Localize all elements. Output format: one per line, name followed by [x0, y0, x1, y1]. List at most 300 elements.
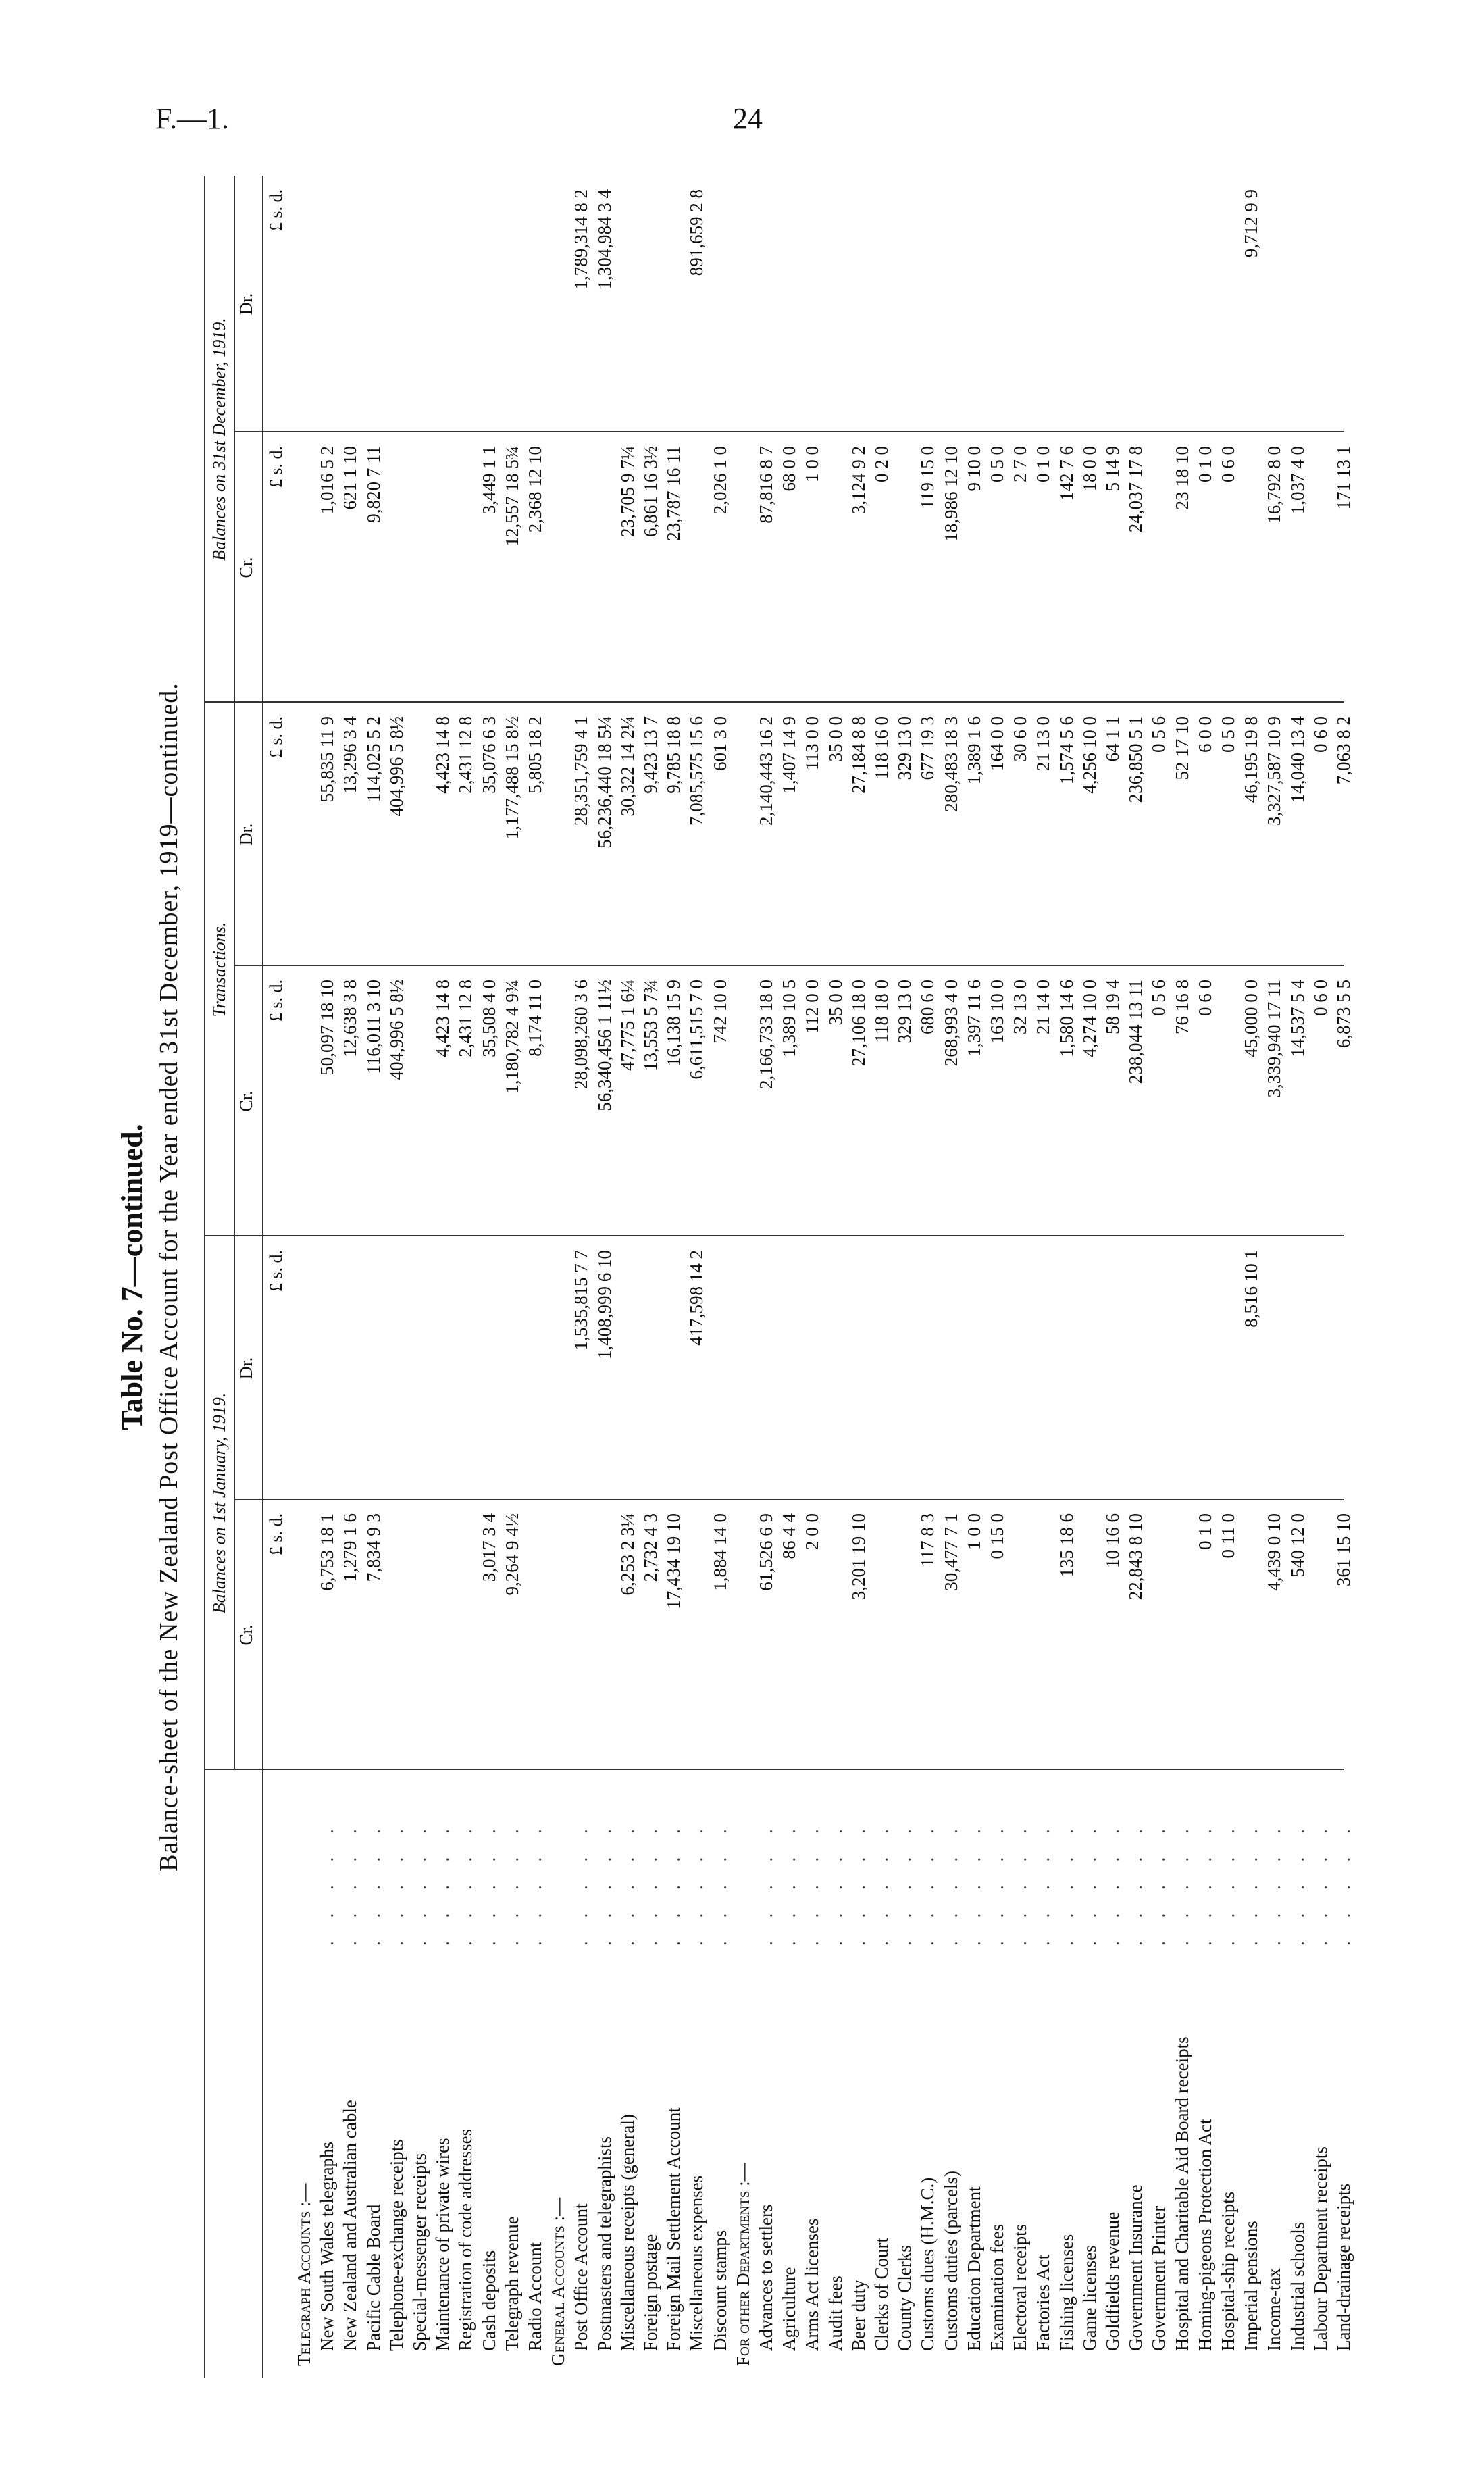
cell-c5: 0 6 0 [1218, 446, 1238, 482]
cell-c5: 12,557 18 5¾ [501, 446, 522, 547]
page-number: 24 [733, 102, 763, 135]
table-row [638, 176, 663, 2378]
cell-c4: 9,785 18 8 [663, 716, 684, 794]
row-label: Maintenance of private wires [432, 2138, 453, 2351]
cell-c4: 35,076 6 3 [478, 716, 499, 794]
row-label: Fishing licenses [1056, 2234, 1077, 2351]
cell-c3: 116,011 3 10 [363, 980, 384, 1074]
row-label: Beer duty [848, 2280, 869, 2351]
cell-c5: 3,124 9 2 [848, 446, 869, 515]
cell-c1: 30,477 7 1 [940, 1513, 961, 1591]
cell-c5: 171 13 1 [1333, 446, 1354, 510]
row-label: Cash deposits [478, 2250, 499, 2351]
table-row [430, 176, 455, 2378]
cell-c1: 0 11 0 [1218, 1513, 1238, 1559]
table-row [338, 176, 362, 2378]
cell-c4: 4,256 10 0 [1079, 716, 1100, 794]
cell-c5: 0 1 0 [1033, 446, 1054, 482]
cell-c5: 3,449 1 1 [478, 446, 499, 515]
cell-c4: 404,996 5 8½ [386, 716, 407, 817]
leader-dots: . . . . . [1333, 1819, 1354, 1946]
table-row [453, 176, 478, 2378]
cell-c5: 16,792 8 0 [1264, 446, 1285, 524]
table-row [1008, 176, 1032, 2378]
cell-c3: 0 6 0 [1194, 980, 1215, 1016]
cell-c3: 680 6 0 [917, 980, 938, 1034]
table-row [361, 176, 386, 2378]
table-subtitle: Balance-sheet of the New Zealand Post Office Account for the Year ended 31st December, 1919—continued. [155, 682, 183, 1871]
cell-c1: 4,439 0 10 [1264, 1513, 1285, 1591]
row-label: Customs dues (H.M.C.) [917, 2177, 938, 2351]
table-row [1077, 176, 1102, 2378]
header-cr: Cr. [236, 557, 256, 578]
table-row [1146, 176, 1171, 2378]
table-row [500, 176, 524, 2378]
row-label: Advances to settlers [756, 2204, 776, 2351]
leader-dots: . . . . . [871, 1819, 892, 1946]
cell-c1: 2 0 0 [802, 1513, 823, 1550]
cell-c5: 2,368 12 10 [525, 446, 545, 533]
table-row [985, 176, 1009, 2378]
section-label: For other Departments :— [732, 2163, 753, 2366]
cell-c4: 56,236,440 18 5¼ [594, 716, 615, 849]
cell-c1: 9,264 9 4½ [501, 1513, 522, 1596]
cell-c3: 13,553 5 7¾ [640, 980, 661, 1071]
leader-dots: . . . . . [571, 1819, 592, 1946]
row-label: Goldfields revenue [1102, 2211, 1123, 2351]
table-row [962, 176, 986, 2378]
cell-c3: 1,397 11 6 [963, 980, 984, 1057]
cell-c3: 742 10 0 [709, 980, 730, 1044]
leader-dots: . . . . . [987, 1819, 1007, 1946]
cell-c3: 35 0 0 [825, 980, 846, 1026]
cell-c3: 27,106 18 0 [848, 980, 869, 1067]
row-label: Government Insurance [1125, 2184, 1146, 2351]
cell-c5: 87,816 8 7 [756, 446, 776, 524]
header-dr: Dr. [236, 1357, 256, 1380]
table-row [1100, 176, 1125, 2378]
cell-c3: 0 6 0 [1310, 980, 1331, 1016]
cell-c5: 0 5 0 [987, 446, 1007, 482]
cell-c3: 404,996 5 8½ [386, 980, 407, 1080]
header-rule [262, 176, 263, 2378]
cell-c4: 64 1 1 [1102, 716, 1123, 762]
cell-c3: 1,389 10 5 [779, 980, 800, 1057]
cell-c4: 280,483 18 3 [940, 716, 961, 812]
leader-dots: . . . . . [317, 1819, 338, 1946]
row-label: Game licenses [1079, 2245, 1100, 2351]
cell-c3: 8,174 11 0 [525, 980, 545, 1057]
leader-dots: . . . . . [1056, 1819, 1077, 1946]
row-label: Special-messenger receipts [409, 2153, 430, 2351]
cell-c3: 56,340,456 1 11½ [594, 980, 615, 1111]
table-row [592, 176, 617, 2378]
leader-dots: . . . . . [848, 1819, 869, 1946]
cell-c5: 621 1 10 [340, 446, 361, 510]
section-label: General Accounts :— [548, 2197, 569, 2366]
leader-dots: . . . . . [1287, 1819, 1308, 1946]
cell-c4: 2,140,443 16 2 [756, 716, 776, 826]
cell-c4: 113 0 0 [802, 716, 823, 770]
cell-c4: 0 5 6 [1148, 716, 1169, 753]
cell-c3: 238,044 13 11 [1125, 980, 1146, 1084]
leader-dots: . . . . . [779, 1819, 800, 1946]
cell-c3: 3,339,940 17 11 [1264, 980, 1285, 1098]
cell-c4: 55,835 11 9 [317, 716, 338, 803]
leader-dots: . . . . . [640, 1819, 661, 1946]
leader-dots: . . . . . [709, 1819, 730, 1946]
cell-c4: 0 5 0 [1218, 716, 1238, 753]
cell-c5: 1,016 5 2 [317, 446, 338, 515]
cell-c1: 361 15 10 [1333, 1513, 1354, 1586]
row-label: Arms Act licenses [802, 2218, 823, 2351]
table-row [384, 176, 409, 2378]
cell-c1: 6,753 18 1 [317, 1513, 338, 1591]
cell-c4: 1,407 14 9 [779, 716, 800, 794]
cell-c3: 58 19 4 [1102, 980, 1123, 1034]
row-label: Telegraph revenue [501, 2216, 522, 2351]
cell-c3: 16,138 15 9 [663, 980, 684, 1067]
cell-c4: 236,850 5 1 [1125, 716, 1146, 803]
table-row [1054, 176, 1079, 2378]
row-label: Examination fees [987, 2223, 1007, 2351]
group-rule [234, 176, 235, 1770]
table-row [1193, 176, 1217, 2378]
leader-dots: . . . . . [663, 1819, 684, 1946]
cell-c3: 12,638 3 8 [340, 980, 361, 1057]
row-label: Miscellaneous receipts (general) [617, 2114, 638, 2351]
row-label: Foreign postage [640, 2234, 661, 2351]
cell-c4: 27,184 8 8 [848, 716, 869, 794]
table-row [869, 176, 894, 2378]
leader-dots: . . . . . [1079, 1819, 1100, 1946]
cell-c3: 76 16 8 [1171, 980, 1192, 1034]
cell-c4: 35 0 0 [825, 716, 846, 762]
row-label: Post Office Account [571, 2203, 592, 2351]
unit-header: £ s. d. [266, 189, 286, 232]
leader-dots: . . . . . [1033, 1819, 1054, 1946]
header-dr: Dr. [236, 293, 256, 316]
cell-c5: 23 18 10 [1171, 446, 1192, 510]
table-row [1170, 176, 1194, 2378]
cell-c1: 3,201 19 10 [848, 1513, 869, 1601]
cell-c3: 0 5 6 [1148, 980, 1169, 1016]
leader-dots: . . . . . [363, 1819, 384, 1946]
cell-c3: 28,098,260 3 6 [571, 980, 592, 1089]
cell-c4: 601 3 0 [709, 716, 730, 771]
cell-c3: 14,537 5 4 [1287, 980, 1308, 1057]
leader-dots: . . . . . [525, 1819, 545, 1946]
cell-c5: 24,037 17 8 [1125, 446, 1146, 533]
cell-c3: 268,993 4 0 [940, 980, 961, 1067]
table-row [315, 176, 339, 2378]
table-row [777, 176, 801, 2378]
table-row [407, 176, 432, 2378]
cell-c1: 1,884 14 0 [709, 1513, 730, 1591]
cell-c4: 0 6 0 [1310, 716, 1331, 753]
unit-header: £ s. d. [266, 446, 286, 488]
leader-dots: . . . . . [894, 1819, 915, 1946]
leader-dots: . . . . . [1102, 1819, 1123, 1946]
cell-c2: 417,598 14 2 [686, 1250, 707, 1346]
cell-c4: 13,296 3 4 [340, 716, 361, 794]
cell-c1: 2,732 4 3 [640, 1513, 661, 1582]
cell-c3: 21 14 0 [1033, 980, 1054, 1034]
cell-c4: 52 17 10 [1171, 716, 1192, 780]
cell-c5: 0 2 0 [871, 446, 892, 482]
cell-c3: 6,611,515 7 0 [686, 980, 707, 1080]
cell-c4: 164 0 0 [987, 716, 1007, 771]
row-label: Labour Department receipts [1310, 2146, 1331, 2351]
cell-c4: 5,805 18 2 [525, 716, 545, 794]
leader-dots: . . . . . [340, 1819, 361, 1946]
leader-dots: . . . . . [1264, 1819, 1285, 1946]
cell-c6: 891,659 2 8 [686, 189, 707, 276]
cell-c5: 142 7 6 [1056, 446, 1077, 501]
cell-c5: 18,986 12 10 [940, 446, 961, 542]
table-row [1285, 176, 1310, 2378]
cell-c3: 1,580 14 6 [1056, 980, 1077, 1057]
cell-c4: 30,322 14 2¼ [617, 716, 638, 817]
row-label: Imperial pensions [1241, 2221, 1262, 2351]
cell-c3: 35,508 4 0 [478, 980, 499, 1057]
header-dr: Dr. [236, 823, 256, 846]
cell-c1: 10 16 6 [1102, 1513, 1123, 1568]
table-row [731, 176, 755, 2378]
row-label: Pacific Cable Board [363, 2204, 384, 2351]
row-label: Factories Act [1033, 2254, 1054, 2351]
leader-dots: . . . . . [802, 1819, 823, 1946]
row-label: Foreign Mail Settlement Account [663, 2107, 684, 2351]
table-row [1308, 176, 1333, 2378]
leader-dots: . . . . . [1010, 1819, 1031, 1946]
cell-c5: 6,861 16 3½ [640, 446, 661, 537]
table-row [823, 176, 848, 2378]
row-label: Government Printer [1148, 2205, 1169, 2351]
cell-c6: 1,789,314 8 2 [571, 189, 592, 290]
header-balances-jan: Balances on 1st January, 1919. [209, 1392, 229, 1614]
table-row [846, 176, 871, 2378]
cell-c4: 118 16 0 [871, 716, 892, 780]
leader-dots: . . . . . [386, 1819, 407, 1946]
cell-c1: 22,843 8 10 [1125, 1513, 1146, 1601]
table-row [684, 176, 709, 2378]
cell-c1: 1,279 1 6 [340, 1513, 361, 1582]
cell-c1: 7,834 9 3 [363, 1513, 384, 1582]
table-row [754, 176, 778, 2378]
table-row [1262, 176, 1286, 2378]
leader-dots: . . . . . [432, 1819, 453, 1946]
row-label: Land-drainage receipts [1333, 2183, 1354, 2351]
table-row [1216, 176, 1240, 2378]
row-label: Electoral receipts [1010, 2223, 1031, 2351]
cell-c3: 47,775 1 6¼ [617, 980, 638, 1071]
table-row [800, 176, 824, 2378]
cell-c3: 163 10 0 [987, 980, 1007, 1044]
row-label: New Zealand and Australian cable [340, 2100, 361, 2351]
leader-dots: . . . . . [617, 1819, 638, 1946]
cell-c3: 2,431 12 8 [455, 980, 476, 1057]
cell-c1: 540 12 0 [1287, 1513, 1308, 1578]
cell-c1: 117 8 3 [917, 1513, 938, 1567]
row-label: Miscellaneous expenses [686, 2175, 707, 2351]
table-row [1331, 176, 1356, 2378]
cell-c1: 17,434 19 10 [663, 1513, 684, 1609]
row-label: Income-tax [1264, 2268, 1285, 2351]
cell-c4: 28,351,759 4 1 [571, 716, 592, 826]
leader-dots: . . . . . [1125, 1819, 1146, 1946]
table-row [615, 176, 640, 2378]
table-row [1123, 176, 1148, 2378]
cell-c2: 8,516 10 1 [1241, 1250, 1262, 1328]
cell-c4: 1,574 5 6 [1056, 716, 1077, 785]
row-label: Postmasters and telegraphists [594, 2136, 615, 2351]
cell-c5: 9,820 7 11 [363, 446, 384, 523]
section-label: Telegraph Accounts :— [294, 2183, 314, 2366]
leader-dots: . . . . . [917, 1819, 938, 1946]
leader-dots: . . . . . [1171, 1819, 1192, 1946]
row-label: Homing-pigeons Protection Act [1194, 2119, 1215, 2351]
unit-header: £ s. d. [266, 716, 286, 759]
cell-c4: 46,195 19 8 [1241, 716, 1262, 803]
table-row [915, 176, 940, 2378]
table-row [546, 176, 570, 2378]
cell-c1: 3,017 3 4 [478, 1513, 499, 1582]
leader-dots: . . . . . [409, 1819, 430, 1946]
cell-c5: 23,705 9 7¼ [617, 446, 638, 537]
cell-c4: 9,423 13 7 [640, 716, 661, 794]
row-label: New South Wales telegraphs [317, 2141, 338, 2351]
cell-c6: 9,712 9 9 [1241, 189, 1262, 258]
cell-c5: 2 7 0 [1010, 446, 1031, 482]
leader-dots: . . . . . [1218, 1819, 1238, 1946]
cell-c5: 23,787 16 11 [663, 446, 684, 541]
row-label: Clerks of Court [871, 2238, 892, 2351]
cell-c1: 135 18 6 [1056, 1513, 1077, 1578]
table-row [292, 176, 316, 2378]
table-row [1239, 176, 1263, 2378]
cell-c3: 45,000 0 0 [1241, 980, 1262, 1057]
cell-c4: 2,431 12 8 [455, 716, 476, 794]
row-label: Education Department [963, 2186, 984, 2351]
leader-dots: . . . . . [455, 1819, 476, 1946]
table-row [661, 176, 686, 2378]
leader-dots: . . . . . [825, 1819, 846, 1946]
cell-c3: 1,180,782 4 9¾ [501, 980, 522, 1094]
cell-c4: 3,327,587 10 9 [1264, 716, 1285, 826]
cell-c4: 21 13 0 [1033, 716, 1054, 771]
unit-header: £ s. d. [266, 1250, 286, 1292]
cell-c1: 0 1 0 [1194, 1513, 1215, 1550]
cell-c3: 2,166,733 18 0 [756, 980, 776, 1089]
top-rule [204, 176, 205, 2378]
row-label: Agriculture [779, 2267, 800, 2351]
cell-c5: 0 1 0 [1194, 446, 1215, 482]
header-transactions: Transactions. [209, 922, 229, 1017]
row-label: Hospital and Charitable Aid Board receipts [1171, 2036, 1192, 2351]
cell-c4: 114,025 5 2 [363, 716, 384, 803]
leader-dots: . . . . . [501, 1819, 522, 1946]
table-row [708, 176, 732, 2378]
cell-c4: 4,423 14 8 [432, 716, 453, 794]
leader-dots: . . . . . [1310, 1819, 1331, 1946]
row-label: Telephone-exchange receipts [386, 2139, 407, 2351]
page-reference: F.—1. [155, 102, 229, 135]
cell-c3: 6,873 5 5 [1333, 980, 1354, 1049]
cell-c3: 32 13 0 [1010, 980, 1031, 1034]
table-row [939, 176, 963, 2378]
cell-c1: 6,253 2 3¼ [617, 1513, 638, 1596]
cell-c4: 14,040 13 4 [1287, 716, 1308, 803]
leader-dots: . . . . . [1148, 1819, 1169, 1946]
unit-header: £ s. d. [266, 980, 286, 1022]
cell-c1: 86 4 4 [779, 1513, 800, 1559]
leader-dots: . . . . . [1194, 1819, 1215, 1946]
cell-c4: 30 6 0 [1010, 716, 1031, 762]
cell-c1: 1 0 0 [963, 1513, 984, 1550]
table-title: Table No. 7—continued. [116, 1124, 149, 1430]
cell-c5: 2,026 1 0 [709, 446, 730, 515]
cell-c4: 7,063 8 2 [1333, 716, 1354, 785]
cell-c4: 1,389 1 6 [963, 716, 984, 785]
cell-c4: 6 0 0 [1194, 716, 1215, 753]
cell-c4: 329 13 0 [894, 716, 915, 780]
cell-c4: 1,177,488 15 8½ [501, 716, 522, 840]
cell-c1: 61,526 6 9 [756, 1513, 776, 1591]
leader-dots: . . . . . [478, 1819, 499, 1946]
cell-c5: 68 0 0 [779, 446, 800, 492]
cell-c5: 119 15 0 [917, 446, 938, 509]
cell-c1: 0 15 0 [987, 1513, 1007, 1559]
table-row [1031, 176, 1055, 2378]
cell-c6: 1,304,984 3 4 [594, 189, 615, 290]
leader-dots: . . . . . [1241, 1819, 1262, 1946]
cell-c3: 329 13 0 [894, 980, 915, 1044]
row-label: Industrial schools [1287, 2221, 1308, 2351]
leader-dots: . . . . . [686, 1819, 707, 1946]
leader-dots: . . . . . [940, 1819, 961, 1946]
row-label: Audit fees [825, 2275, 846, 2351]
cell-c5: 18 0 0 [1079, 446, 1100, 492]
leader-dots: . . . . . [963, 1819, 984, 1946]
row-label: Customs duties (parcels) [940, 2171, 961, 2351]
header-cr: Cr. [236, 1090, 256, 1112]
row-label: County Clerks [894, 2245, 915, 2351]
table-row [892, 176, 917, 2378]
cell-c3: 4,274 10 0 [1079, 980, 1100, 1057]
unit-header: £ s. d. [266, 1513, 286, 1556]
table-row [477, 176, 501, 2378]
row-label: Radio Account [525, 2242, 545, 2351]
cell-c5: 5 14 9 [1102, 446, 1123, 492]
cell-c4: 7,085,575 15 6 [686, 716, 707, 826]
cell-c3: 50,097 18 10 [317, 980, 338, 1076]
header-cr: Cr. [236, 1624, 256, 1646]
cell-c5: 9 10 0 [963, 446, 984, 492]
leader-dots: . . . . . [756, 1819, 776, 1946]
rotated-table-page [115, 176, 1354, 2378]
cell-c2: 1,535,815 7 7 [571, 1250, 592, 1351]
cell-c5: 1,037 4 0 [1287, 446, 1308, 515]
cell-c5: 1 0 0 [802, 446, 823, 482]
table-row [523, 176, 547, 2378]
cell-c2: 1,408,999 6 10 [594, 1250, 615, 1359]
leader-dots: . . . . . [594, 1819, 615, 1946]
cell-c3: 4,423 14 8 [432, 980, 453, 1057]
table-row [569, 176, 593, 2378]
row-label: Hospital-ship receipts [1218, 2191, 1238, 2351]
row-label: Registration of code addresses [455, 2128, 476, 2351]
